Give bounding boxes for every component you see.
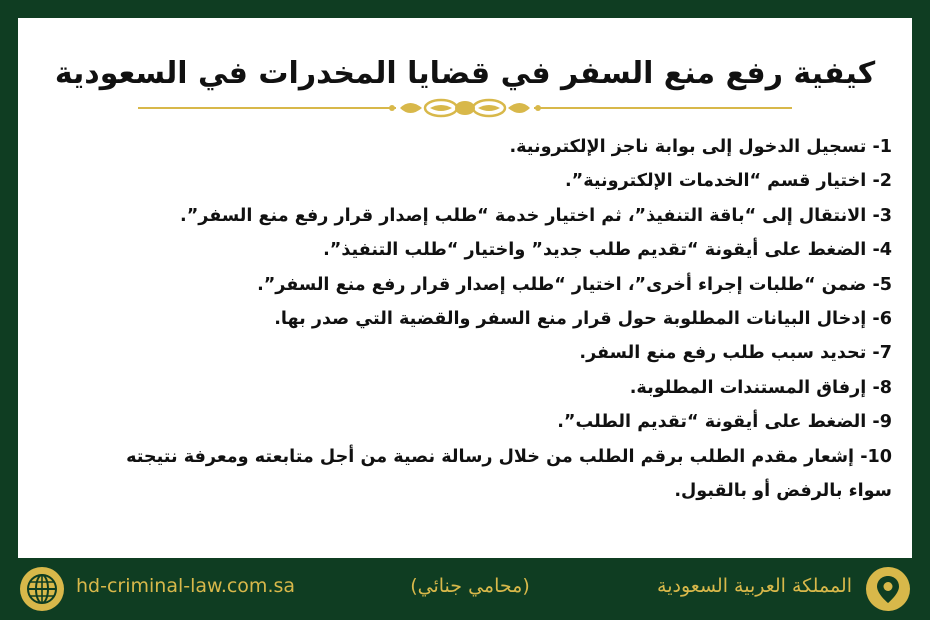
list-item: 2- اختيار قسم “الخدمات الإلكترونية”. (564, 171, 892, 192)
page-title: كيفية رفع منع السفر في قضايا المخدرات في السعودية (54, 56, 876, 91)
location-pin-icon (866, 567, 910, 611)
website-link[interactable]: hd-criminal-law.com.sa (76, 575, 296, 597)
ornament-divider (138, 98, 792, 118)
list-item: 10- إشعار مقدم الطلب برقم الطلب من خلال رسالة نصية من أجل متابعته ومعرفة نتيجته سواء بالرفض أو بالقبول. (126, 446, 892, 502)
list-item: 1- تسجيل الدخول إلى بوابة ناجز الإلكترونية. (509, 137, 892, 157)
list-item: 8- إرفاق المستندات المطلوبة. (629, 377, 892, 398)
footer-bar (0, 558, 930, 620)
list-item: 6- إدخال البيانات المطلوبة حول قرار منع السفر والقضية التي صدر بها. (274, 309, 892, 330)
globe-icon (20, 567, 64, 611)
content-card (18, 18, 912, 558)
list-item: 4- الضغط على أيقونة “تقديم طلب جديد” واختيار “طلب التنفيذ”. (323, 240, 892, 261)
steps-list (110, 130, 892, 508)
list-item: 5- ضمن “طلبات إجراء أخرى”، اختيار “طلب إصدار قرار رفع منع السفر”. (257, 274, 892, 295)
lawyer-label: (محامي جنائي) (410, 575, 530, 597)
list-item: 7- تحديد سبب طلب رفع منع السفر. (579, 343, 892, 364)
list-item: 9- الضغط على أيقونة “تقديم الطلب”. (557, 412, 892, 433)
list-item: 3- الانتقال إلى “باقة التنفيذ”، ثم اختيار خدمة “طلب إصدار قرار رفع منع السفر”. (180, 205, 892, 226)
country-label: المملكة العربية السعودية (657, 575, 852, 597)
